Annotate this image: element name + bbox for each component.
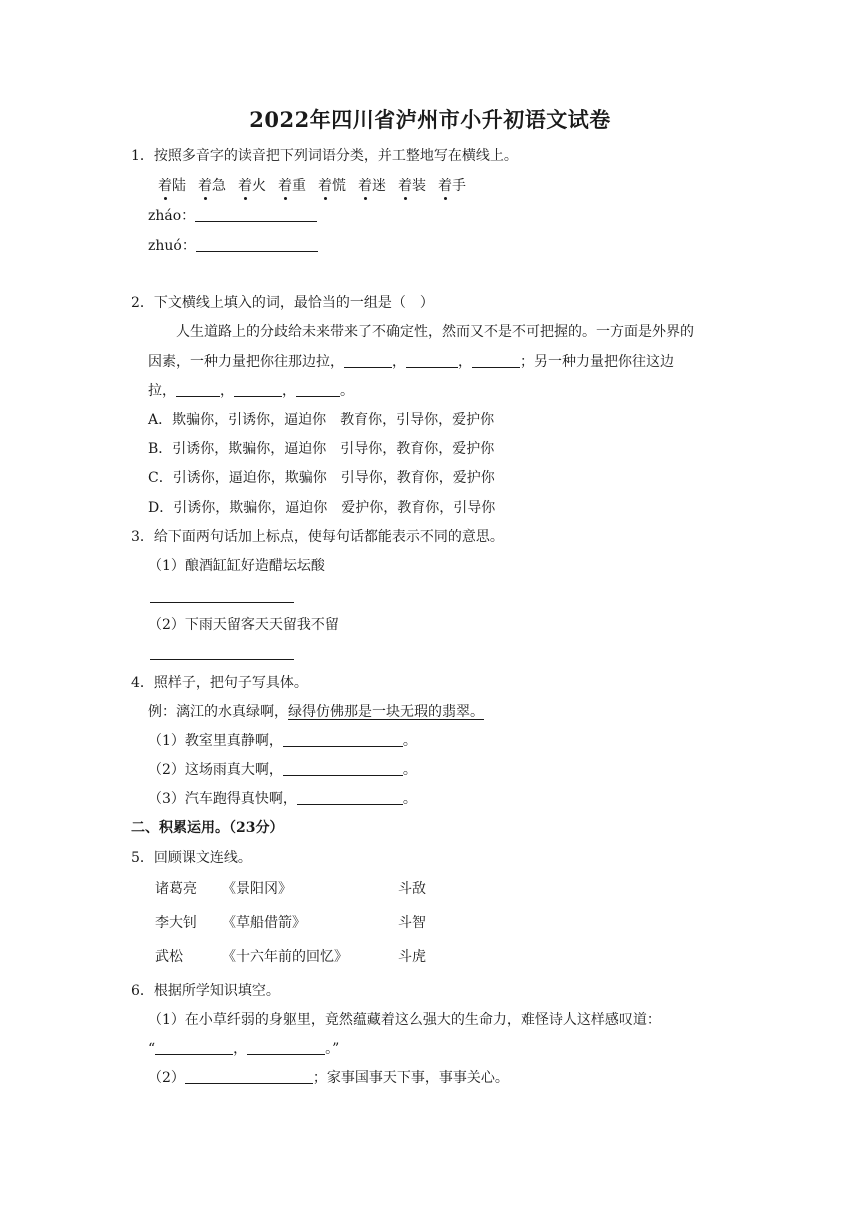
q1-word-list bbox=[158, 176, 478, 196]
q1-word bbox=[238, 176, 266, 196]
polyphonic-char: 着 bbox=[398, 178, 412, 194]
answer-blank[interactable] bbox=[195, 207, 317, 222]
q1-word bbox=[158, 176, 186, 196]
answer-blank[interactable] bbox=[406, 353, 458, 368]
word-rest: 手 bbox=[452, 178, 466, 194]
q2-option-b[interactable]: B．引诱你，欺骗你，逼迫你 引导你，教育你，爱护你 bbox=[148, 441, 495, 457]
q1-word bbox=[358, 176, 386, 196]
polyphonic-char: 着 bbox=[198, 178, 212, 194]
answer-blank[interactable] bbox=[247, 1040, 325, 1055]
item-end: 。 bbox=[402, 762, 417, 778]
item-prefix: （2） bbox=[148, 1070, 185, 1086]
comma: ， bbox=[233, 1041, 248, 1057]
polyphonic-char: 着 bbox=[278, 178, 292, 194]
word-rest: 火 bbox=[252, 178, 266, 194]
q2-option-c[interactable]: C．引诱你，逼迫你，欺骗你 引导你，教育你，爱护你 bbox=[148, 470, 495, 486]
q5-stem: 5．回顾课文连线。 bbox=[131, 850, 252, 866]
polyphonic-char: 着 bbox=[358, 178, 372, 194]
answer-line[interactable] bbox=[150, 602, 294, 603]
pinyin-zhao-label: zháo： bbox=[148, 208, 196, 224]
answer-blank[interactable] bbox=[297, 790, 403, 805]
word-rest: 急 bbox=[212, 178, 226, 194]
q6-stem: 6．根据所学知识填空。 bbox=[131, 983, 280, 999]
q2-passage-line-1: 人生道路上的分歧给未来带来了不确定性，然而又不是不可把握的。一方面是外界的 bbox=[176, 324, 694, 340]
q4-stem: 4．照样子，把句子写具体。 bbox=[131, 675, 308, 691]
passage-text: ， bbox=[458, 354, 472, 370]
q5-action-3[interactable]: 斗虎 bbox=[398, 949, 426, 965]
q6-item-1-blanks bbox=[148, 1039, 339, 1059]
item-end: 。 bbox=[402, 791, 417, 807]
answer-blank[interactable] bbox=[296, 382, 340, 397]
passage-text: 因素，一种力量把你往那边拉， bbox=[148, 354, 344, 370]
item-suffix: ；家事国事天下事，事事关心。 bbox=[312, 1070, 509, 1086]
q6-item-2 bbox=[148, 1068, 509, 1088]
section-heading: 二、积累运用。（23分） bbox=[131, 820, 284, 836]
q5-action-2[interactable]: 斗智 bbox=[398, 915, 426, 931]
answer-blank[interactable] bbox=[344, 353, 392, 368]
q2-option-d[interactable]: D．引诱你，欺骗你，逼迫你 爱护你，教育你，引导你 bbox=[148, 500, 496, 516]
q1-stem: 1．按照多音字的读音把下列词语分类，并工整地写在横线上。 bbox=[131, 148, 518, 164]
answer-blank[interactable] bbox=[472, 353, 520, 368]
q4-item-1 bbox=[148, 731, 417, 751]
q1-word bbox=[398, 176, 426, 196]
polyphonic-char: 着 bbox=[318, 178, 332, 194]
q3-sentence-1: （1）酿酒缸缸好造醋坛坛酸 bbox=[148, 558, 325, 574]
q5-action-1[interactable]: 斗敌 bbox=[398, 881, 426, 897]
item-prefix: （1）教室里真静啊， bbox=[148, 733, 283, 749]
q4-item-3 bbox=[148, 789, 417, 809]
word-rest: 迷 bbox=[372, 178, 386, 194]
q1-word bbox=[318, 176, 346, 196]
q5-text-2[interactable]: 《草船借箭》 bbox=[222, 915, 306, 931]
item-prefix: （3）汽车跑得真快啊， bbox=[148, 791, 297, 807]
open-quote: “ bbox=[148, 1041, 156, 1057]
pinyin-zhuo-label: zhuó： bbox=[148, 238, 196, 254]
word-rest: 装 bbox=[412, 178, 426, 194]
word-rest: 陆 bbox=[172, 178, 186, 194]
q4-example bbox=[148, 702, 484, 722]
example-underlined-text: 绿得仿佛那是一块无瑕的翡翠。 bbox=[288, 704, 484, 720]
exam-title: 2022年四川省泸州市小升初语文试卷 bbox=[249, 107, 611, 132]
q3-stem: 3．给下面两句话加上标点，使每句话都能表示不同的意思。 bbox=[131, 529, 504, 545]
example-prefix: 例：漓江的水真绿啊， bbox=[148, 704, 288, 720]
answer-blank[interactable] bbox=[283, 761, 403, 776]
answer-blank[interactable] bbox=[155, 1040, 233, 1055]
answer-blank[interactable] bbox=[196, 237, 318, 252]
q5-person-2[interactable]: 李大钊 bbox=[155, 915, 197, 931]
word-rest: 重 bbox=[292, 178, 306, 194]
passage-text: 。 bbox=[340, 383, 354, 399]
answer-blank[interactable] bbox=[234, 382, 282, 397]
passage-text: ， bbox=[282, 383, 296, 399]
q5-text-3[interactable]: 《十六年前的回忆》 bbox=[222, 949, 348, 965]
q2-option-a[interactable]: A．欺骗你，引诱你，逼迫你 教育你，引导你，爱护你 bbox=[148, 412, 495, 428]
answer-blank[interactable] bbox=[176, 382, 220, 397]
item-end: 。 bbox=[402, 733, 417, 749]
q5-person-3[interactable]: 武松 bbox=[155, 949, 183, 965]
answer-line[interactable] bbox=[150, 659, 294, 660]
answer-blank[interactable] bbox=[185, 1069, 313, 1084]
q1-word bbox=[438, 176, 466, 196]
q5-person-1[interactable]: 诸葛亮 bbox=[155, 881, 197, 897]
q4-item-2 bbox=[148, 760, 417, 780]
close-quote: 。” bbox=[325, 1041, 340, 1057]
passage-text: ， bbox=[392, 354, 406, 370]
q2-passage-line-2 bbox=[148, 352, 674, 372]
word-rest: 慌 bbox=[332, 178, 346, 194]
q2-stem: 2．下文横线上填入的词，最恰当的一组是（ ） bbox=[131, 295, 434, 311]
q1-word bbox=[198, 176, 226, 196]
q6-item-1: （1）在小草纤弱的身躯里，竟然蕴藏着这么强大的生命力，难怪诗人这样感叹道： bbox=[148, 1012, 661, 1028]
answer-blank[interactable] bbox=[283, 732, 403, 747]
q5-text-1[interactable]: 《景阳冈》 bbox=[222, 881, 292, 897]
polyphonic-char: 着 bbox=[158, 178, 172, 194]
q1-word bbox=[278, 176, 306, 196]
polyphonic-char: 着 bbox=[438, 178, 452, 194]
q1-zhao-line bbox=[148, 206, 317, 226]
item-prefix: （2）这场雨真大啊， bbox=[148, 762, 283, 778]
q1-zhuo-line bbox=[148, 236, 318, 256]
polyphonic-char: 着 bbox=[238, 178, 252, 194]
q3-sentence-2: （2）下雨天留客天天留我不留 bbox=[148, 617, 339, 633]
q2-passage-line-3 bbox=[148, 381, 354, 401]
passage-text: ；另一种力量把你往这边 bbox=[520, 354, 674, 370]
passage-text: ， bbox=[220, 383, 234, 399]
passage-text: 拉， bbox=[148, 383, 176, 399]
